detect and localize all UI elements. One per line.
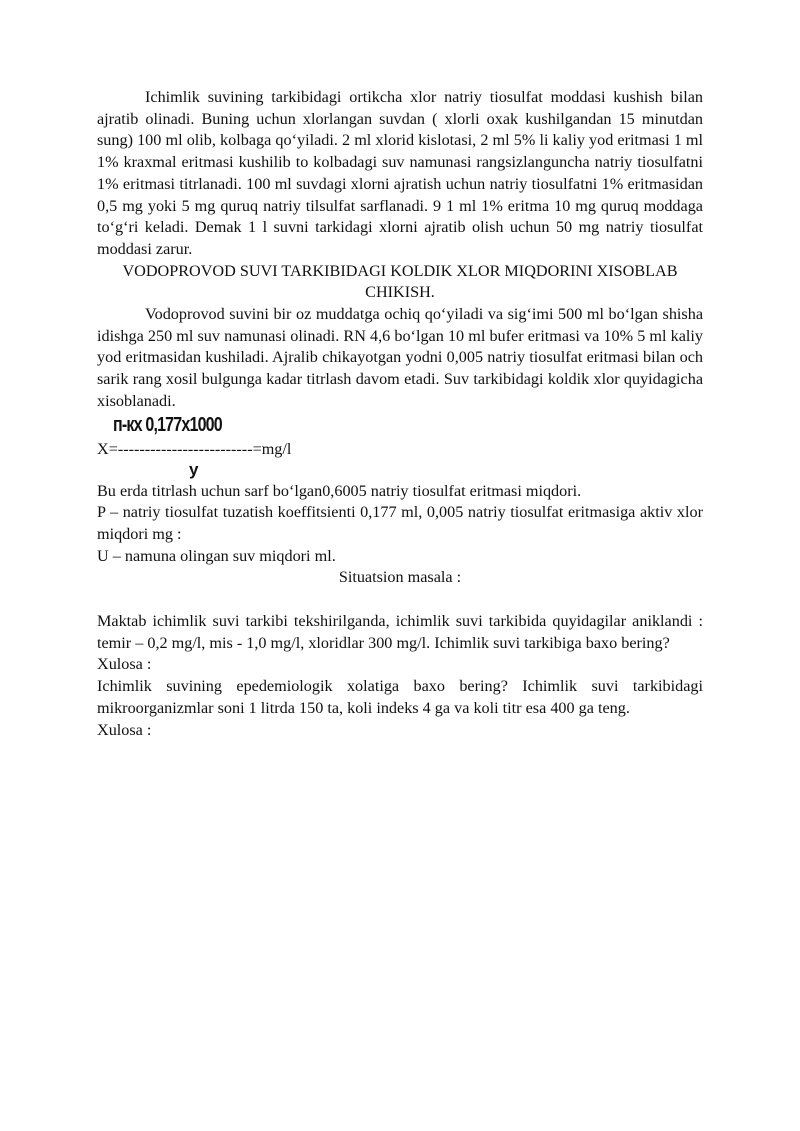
spacer	[97, 589, 703, 611]
definition-titration: Bu erda titrlash uchun sarf bo‘lgan0,6005 natriy tiosulfat eritmasi miqdori.	[97, 481, 582, 500]
section-heading: VODOPROVOD SUVI TARKIBIDAGI KOLDIK XLOR MIQDORINI XISOBLAB CHIKISH.	[122, 261, 678, 302]
document-body	[97, 87, 703, 741]
formula-numerator: п-кх 0,177х1000	[113, 413, 222, 436]
task-two: Ichimlik suvining epedemiologik xolatiga baxo bering? Ichimlik suvi tarkibidagi mikroorganizmlar soni 1 litrda 150 ta, koli indeks 4 ga va koli titr esa 400 ga teng.	[97, 677, 703, 717]
conclusion-two: Xulosa :	[97, 720, 152, 739]
task-one: Maktab ichimlik suvi tarkibi tekshirilganda, ichimlik suvi tarkibida quyidagilar aniklandi : temir – 0,2 mg/l, mis - 1,0 mg/l, xloridlar 300 mg/l. Ichimlik suvi tarkibiga baxo bering?	[97, 612, 703, 652]
conclusion-one: Xulosa :	[97, 655, 152, 674]
definition-sample-volume: U – namuna olingan suv miqdori ml.	[97, 546, 336, 565]
procedure-paragraph: Vodoprovod suvini bir oz muddatga ochiq qo‘yiladi va sig‘imi 500 ml bo‘lgan shisha idishga 250 ml suv namunasi olinadi. RN 4,6 bo‘lgan 10 ml bufer eritmasi va 10% 5 ml kaliy yod eritmasidan kushiladi. Ajralib chikayotgan yodni 0,005 natriy tiosulfat eritmasi bilan och sarik rang xosil bulgunga kadar titrlash davom etadi. Suv tarkibidagi koldik xlor quyidagicha xisoblanadi.	[97, 305, 703, 410]
intro-paragraph: Ichimlik suvining tarkibidagi ortikcha xlor natriy tiosulfat moddasi kushish bilan ajratib olinadi. Buning uchun xlorlangan suvdan ( xlorli oxak kushilgandan 15 minutdan sung) 100 ml olib, kolbaga qo‘yiladi. 2 ml xlorid kislotasi, 2 ml 5% li kaliy yod eritmasi 1 ml 1% kraxmal eritmasi kushilib to kolbadagi suv namunasi rangsizlanguncha natriy tiosulfatni 1% eritmasi titrlanadi. 100 ml suvdagi xlorni ajratish uchun natriy tiosulfatni 1% eritmasidan 0,5 mg yoki 5 mg quruq natriy tilsulfat sarflanadi. 9 1 ml 1% eritma 10 mg quruq moddaga to‘g‘ri keladi. Demak 1 l suvni tarkidagi xlorni ajratib olish uchun 50 mg natriy tiosulfat moddasi zarur.	[97, 88, 703, 258]
definition-coefficient: P – natriy tiosulfat tuzatish koeffitsienti 0,177 ml, 0,005 natriy tiosulfat eritmasiga aktiv xlor miqdori mg :	[97, 503, 703, 543]
situation-title: Situatsion masala :	[338, 568, 462, 587]
chlorine-formula	[97, 415, 703, 481]
formula-denominator: у	[189, 459, 199, 479]
formula-line: X=-------------------------=mg/l	[97, 439, 292, 458]
